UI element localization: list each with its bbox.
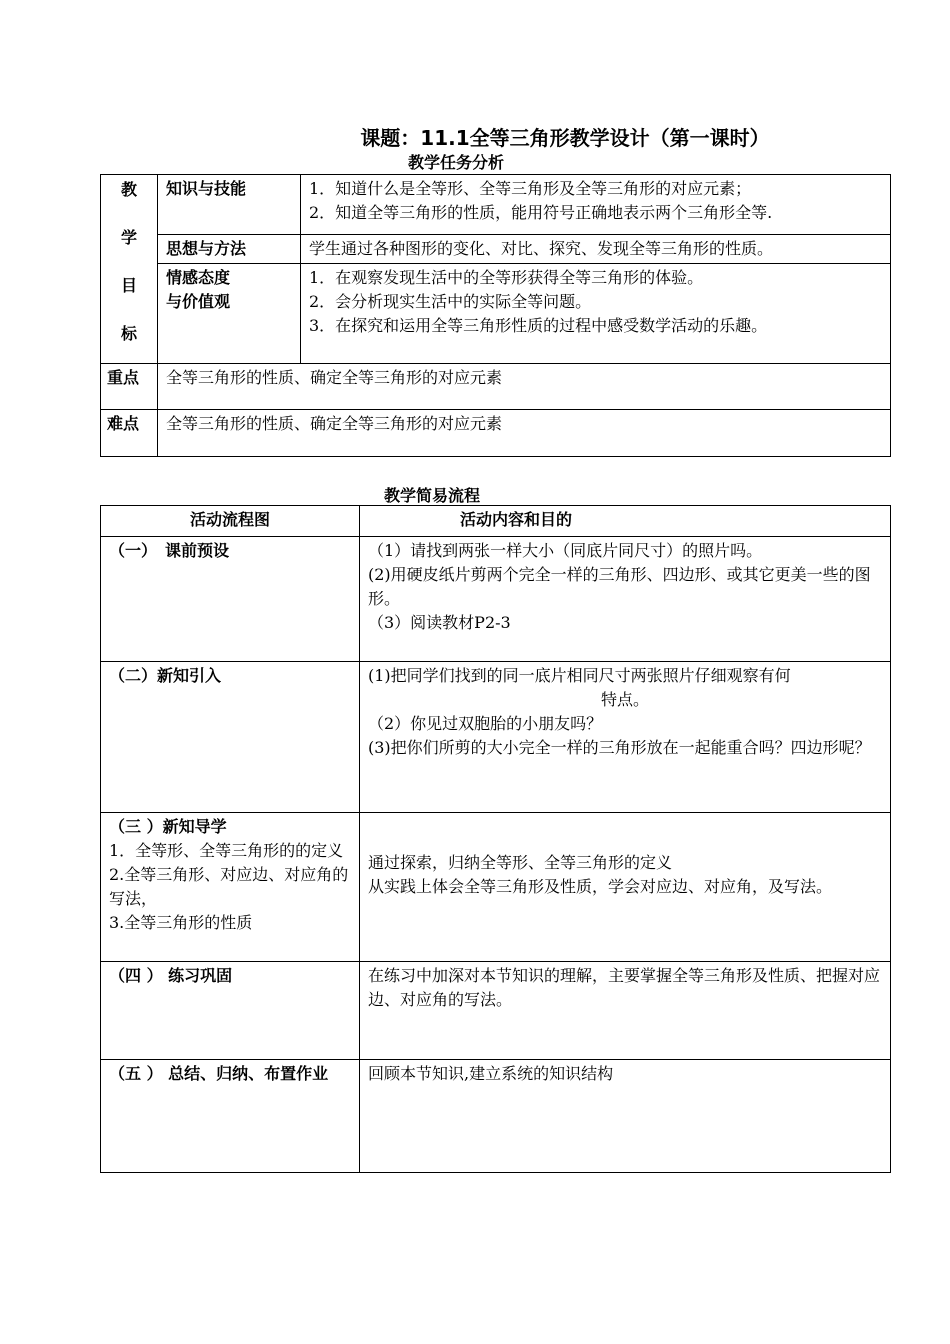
flow-step-5: （五 ） 总结、归纳、布置作业 xyxy=(101,1060,360,1173)
flow-header-row xyxy=(101,506,891,537)
difficult-point-label: 难点 xyxy=(101,410,158,457)
flow-header-steps: 活动流程图 xyxy=(101,506,360,537)
flow-step-3: （三 ）新知导学 1．全等形、全等三角形的的定义 2.全等三角形、对应边、对应角的写法， 3.全等三角形的性质 xyxy=(101,813,360,962)
flow-row-3 xyxy=(101,813,891,962)
flow-row-2 xyxy=(101,662,891,813)
objectives-vertical-label: 教 学 目 标 xyxy=(101,175,158,364)
flow-step-1: （一） 课前预设 xyxy=(101,537,360,662)
objective-content-method: 学生通过各种图形的变化、对比、探究、发现全等三角形的性质。 xyxy=(301,235,891,264)
objective-content-attitude: 1．在观察发现生活中的全等形获得全等三角形的体验。 2．会分析现实生活中的实际全等问题。 3．在探究和运用全等三角形性质的过程中感受数学活动的乐趣。 xyxy=(301,264,891,364)
flow-content-4: 在练习中加深对本节知识的理解，主要掌握全等三角形及性质、把握对应边、对应角的写法。 xyxy=(360,962,891,1060)
flow-row-1 xyxy=(101,537,891,662)
flow-content-5: 回顾本节知识,建立系统的知识结构 xyxy=(360,1060,891,1173)
objectives-table xyxy=(100,174,891,457)
task-analysis-heading: 教学任务分析 xyxy=(408,153,505,172)
objective-label-method: 思想与方法 xyxy=(158,235,301,264)
key-point-label: 重点 xyxy=(101,364,158,410)
flow-row-5 xyxy=(101,1060,891,1173)
key-point-row xyxy=(101,364,891,410)
document-title: 课题：11.1全等三角形教学设计（第一课时） xyxy=(360,126,770,150)
flow-content-2: (1)把同学们找到的同一底片相同尺寸两张照片仔细观察有何 特点。 （2）你见过双胞胎的小朋友吗？ (3)把你们所剪的大小完全一样的三角形放在一起能重合吗？四边形呢？ xyxy=(360,662,891,813)
flow-table xyxy=(100,505,891,1173)
flow-step-2: （二）新知引入 xyxy=(101,662,360,813)
key-point-text: 全等三角形的性质、确定全等三角形的对应元素 xyxy=(158,364,891,410)
objective-row-attitude xyxy=(101,264,891,364)
flow-content-1: （1）请找到两张一样大小（同底片同尺寸）的照片吗。 (2)用硬皮纸片剪两个完全一样的三角形、四边形、或其它更美一些的图形。 （3）阅读教材P2-3 xyxy=(360,537,891,662)
objective-label-attitude: 情感态度 与价值观 xyxy=(158,264,301,364)
objective-content-knowledge: 1．知道什么是全等形、全等三角形及全等三角形的对应元素； 2．知道全等三角形的性质，能用符号正确地表示两个三角形全等. xyxy=(301,175,891,235)
flow-content-3: 通过探索，归纳全等形、全等三角形的定义 从实践上体会全等三角形及性质，学会对应边、对应角，及写法。 xyxy=(360,813,891,962)
flow-header-content: 活动内容和目的 xyxy=(360,506,891,537)
objective-row-method xyxy=(101,235,891,264)
objective-label-knowledge: 知识与技能 xyxy=(158,175,301,235)
difficult-point-text: 全等三角形的性质、确定全等三角形的对应元素 xyxy=(158,410,891,457)
objective-row-knowledge xyxy=(101,175,891,235)
difficult-point-row xyxy=(101,410,891,457)
flow-heading: 教学简易流程 xyxy=(384,486,481,505)
flow-step-4: （四 ） 练习巩固 xyxy=(101,962,360,1060)
flow-row-4 xyxy=(101,962,891,1060)
